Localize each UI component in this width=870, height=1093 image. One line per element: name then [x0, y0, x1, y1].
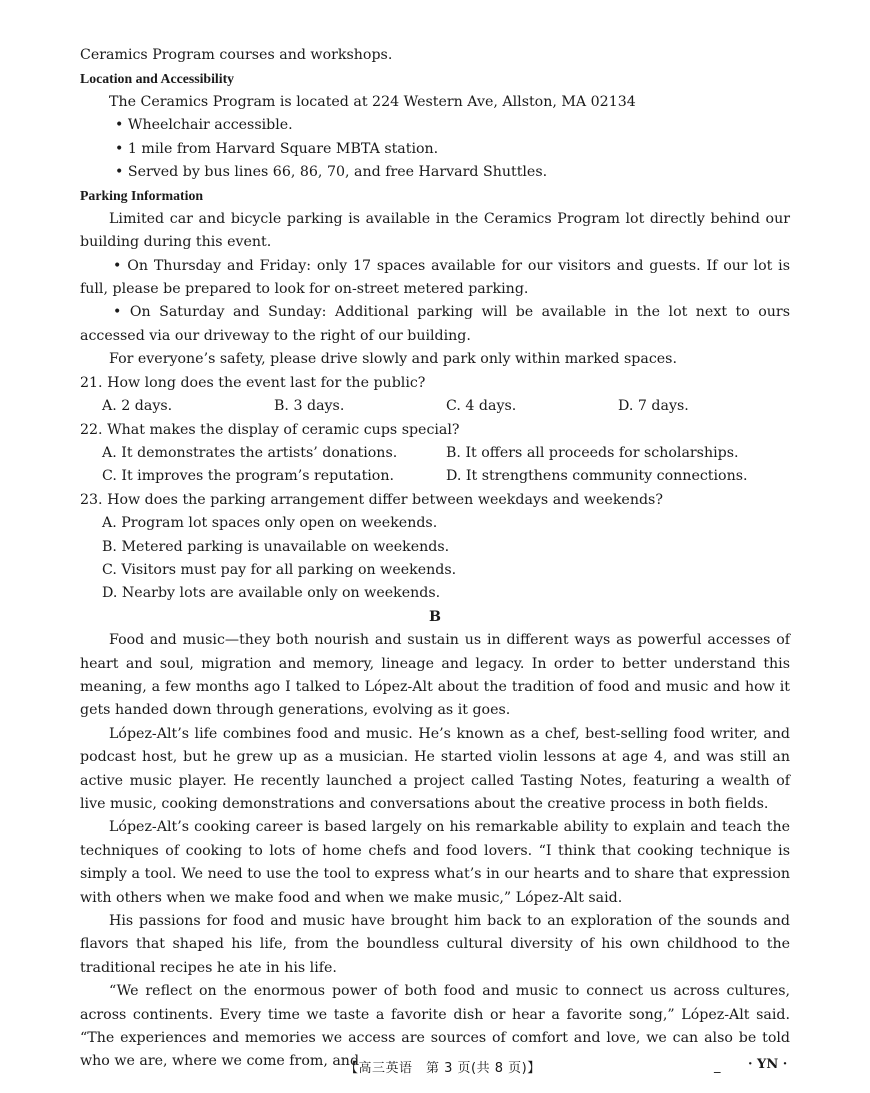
option: A. It demonstrates the artists’ donations.	[102, 444, 398, 461]
option: D. It strengthens community connections.	[446, 468, 748, 485]
location-bullet: • Wheelchair accessible.	[115, 117, 293, 134]
footer-dash: _	[714, 1059, 721, 1074]
location-bullet: • 1 mile from Harvard Square MBTA station.	[115, 140, 439, 157]
parking-closing: For everyone’s safety, please drive slowly and park only within marked spaces.	[109, 351, 677, 368]
passage-paragraph: His passions for food and music have brought him back to an exploration of the sounds and flavors that shaped his life, from the boundless cultural diversity of his own childhood to the traditional recipes he ate in his life.	[80, 913, 790, 976]
parking-intro: Limited car and bicycle parking is available in the Ceramics Program lot directly behind our building during this event.	[80, 210, 790, 251]
page-content	[80, 44, 790, 1074]
page-footer	[0, 1057, 870, 1079]
intro-tail: Ceramics Program courses and workshops.	[80, 47, 393, 63]
question-22-options-row	[80, 465, 790, 488]
question-22-options-row	[80, 442, 790, 465]
question-23: 23. How does the parking arrangement differ between weekdays and weekends?	[80, 491, 663, 508]
location-bullet: • Served by bus lines 66, 86, 70, and free Harvard Shuttles.	[115, 164, 548, 181]
passage-paragraph: “We reflect on the enormous power of both food and music to connect us across cultures, across continents. Every time we taste a favorite dish or hear a favorite song,” López-Alt said. “The experiences and memories we access are sources of comfort and love, we can also be told who we are, where we come from, and	[80, 983, 790, 1070]
option: D. 7 days.	[618, 398, 689, 415]
question-21: 21. How long does the event last for the public?	[80, 374, 426, 391]
option: A. 2 days.	[102, 398, 173, 415]
option: C. Visitors must pay for all parking on weekends.	[102, 561, 457, 578]
option: C. 4 days.	[446, 398, 517, 415]
page-number-label: 【高三英语 第 3 页(共 8 页)】	[345, 1061, 541, 1076]
parking-bullet: • On Saturday and Sunday: Additional parking will be available in the lot next to ours accessed via our driveway to the right of our building.	[80, 304, 790, 344]
option: B. Metered parking is unavailable on weekends.	[102, 538, 450, 555]
option: C. It improves the program’s reputation.	[102, 468, 394, 485]
option: B. 3 days.	[274, 398, 345, 415]
question-22: 22. What makes the display of ceramic cups special?	[80, 421, 460, 438]
passage-paragraph: Food and music—they both nourish and sustain us in different ways as powerful accesses of heart and soul, migration and memory, lineage and legacy. In order to better understand this meaning, a few months ago I talked to López-Alt about the tradition of food and music and how it gets handed down through generations, evolving as it goes.	[80, 632, 790, 719]
exam-code: · YN ·	[748, 1057, 788, 1072]
question-21-options	[80, 395, 790, 418]
location-heading: Location and Accessibility	[80, 71, 235, 87]
option: D. Nearby lots are available only on weekends.	[102, 585, 441, 602]
parking-bullet: • On Thursday and Friday: only 17 spaces available for our visitors and guests. If our lot is full, please be prepared to look for on-street metered parking.	[80, 257, 790, 298]
location-address: The Ceramics Program is located at 224 Western Ave, Allston, MA 02134	[109, 93, 636, 110]
parking-heading: Parking Information	[80, 188, 204, 204]
option: A. Program lot spaces only open on weekends.	[102, 515, 438, 532]
section-b-label: B	[429, 608, 441, 625]
passage-paragraph: López-Alt’s cooking career is based largely on his remarkable ability to explain and teach the techniques of cooking to lots of home chefs and food lovers. “I think that cooking technique is simply a tool. We need to use the tool to express what’s in our hearts and to share that expression with others when we make food and when we make music,” López-Alt said.	[80, 819, 790, 906]
passage-paragraph: López-Alt’s life combines food and music. He’s known as a chef, best-selling food writer, and podcast host, but he grew up as a musician. He started violin lessons at age 4, and was still an active music player. He recently launched a project called Tasting Notes, featuring a wealth of live music, cooking demonstrations and conversations about the creative process in both fields.	[80, 725, 790, 812]
option: B. It offers all proceeds for scholarships.	[446, 444, 739, 461]
